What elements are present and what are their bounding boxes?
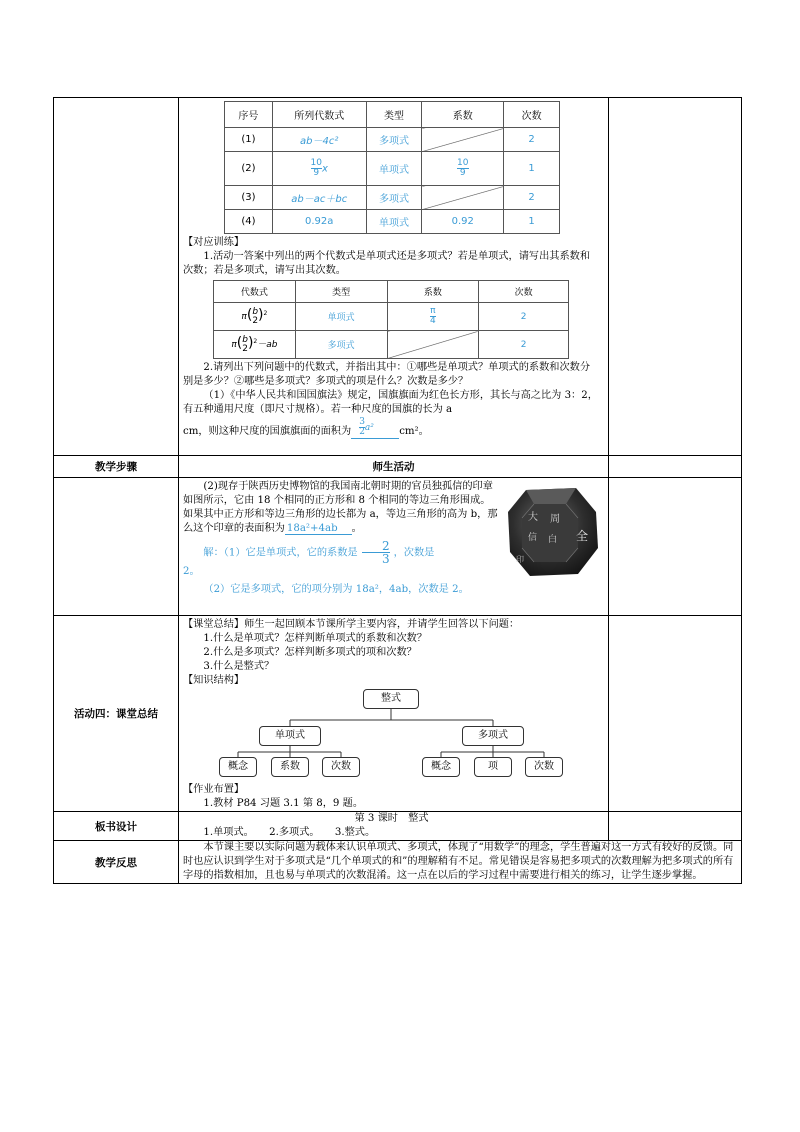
numerator: π (430, 306, 436, 316)
lesson-plan-page (53, 97, 741, 884)
surface-area-answer: 18a²+4ab (285, 523, 352, 535)
type-cell: 单项式 (366, 210, 422, 234)
seal-char: 白 (548, 535, 558, 545)
table-header-row (225, 102, 560, 128)
expression-cell: π( b 2 )$^2$ (214, 303, 296, 331)
reflection-label: 教学反思 (54, 841, 179, 884)
fraction (362, 540, 390, 565)
expression-tail: －ab (257, 340, 278, 351)
practice-q1: 1.活动一答案中列出的两个代数式是单项式还是多项式？若是单项式，请写出其系数和次数；若是多项式，请写出其次数。 (183, 251, 591, 276)
denominator: 9 (457, 168, 468, 178)
table-row (225, 152, 560, 186)
type-cell: 多项式 (366, 186, 422, 210)
tree-leaf-degree: 次数 (525, 757, 563, 777)
header-cell: 系数 (422, 102, 504, 128)
answer-tail: a² (364, 423, 374, 433)
variable: x (321, 163, 328, 175)
knowledge-structure-heading: 【知识结构】 (183, 675, 245, 686)
degree-cell: 1 (504, 152, 560, 186)
answer-prefix: cm，则这种尺度的国旗旗面的面积为 (183, 426, 352, 437)
tree-leaf-term: 项 (474, 757, 512, 777)
header-cell: 序号 (225, 102, 273, 128)
seal-char: 信 (528, 533, 538, 543)
tree-leaf-concept: 概念 (422, 757, 460, 777)
degree-cell: 2 (504, 128, 560, 152)
header-cell: 次数 (479, 281, 569, 303)
seal-char: 周 (550, 514, 560, 525)
summary-content-cell (179, 616, 609, 812)
expression-cell (272, 152, 366, 186)
empty-notes-cell (609, 98, 742, 456)
type-cell: 多项式 (366, 128, 422, 152)
practice-q2: 2.请列出下列问题中的代数式，并指出其中：①哪些是单项式？单项式的系数和次数分别是多少？②哪些是多项式？多项式的项是什么？次数是多少？ (183, 362, 591, 387)
steps-header-row (54, 456, 742, 478)
answer-suffix: cm²。 (399, 426, 429, 437)
table-row (225, 210, 560, 234)
homework-heading: 【作业布置】 (183, 784, 245, 795)
table-row (225, 186, 560, 210)
degree-cell: 2 (504, 186, 560, 210)
table-header-row (214, 281, 569, 303)
table-row (225, 128, 560, 152)
header-cell: 所列代数式 (272, 102, 366, 128)
fraction (311, 159, 322, 178)
tree-leaf-concept: 概念 (219, 757, 257, 777)
denominator: 4 (429, 316, 436, 326)
tree-root-integer-expression: 整式 (363, 689, 419, 709)
degree-cell: 2 (479, 331, 569, 359)
board-items: 1.单项式。 2.多项式。 3.整式。 (203, 827, 376, 838)
knowledge-tree (179, 688, 609, 780)
expression-cell: π( b 2 )$^2$－ab (214, 331, 296, 359)
coefficient-cell-empty (387, 331, 479, 359)
board-title: 第 3 课时 整式 (354, 813, 429, 824)
row-number: (3) (225, 186, 273, 210)
practice-q2-part1: （1）《中华人民共和国国旗法》规定，国旗旗面为红色长方形，其长与高之比为 3：2，有五种通用尺度（即尺寸规格）。若一种尺度的国旗的长为 a (183, 390, 598, 415)
summary-q2: 2.什么是多项式？怎样判断多项式的项和次数？ (203, 647, 417, 658)
expression-cell: 0.92a (272, 210, 366, 234)
empty-notes-cell (609, 478, 742, 616)
practice-table (213, 280, 569, 359)
header-cell: 类型 (366, 102, 422, 128)
header-cell: 系数 (387, 281, 479, 303)
coefficient-cell-empty (422, 128, 504, 152)
seal-question-cell (179, 478, 609, 616)
row-number: (2) (225, 152, 273, 186)
tree-leaf-degree: 次数 (322, 757, 360, 777)
type-cell: 单项式 (366, 152, 422, 186)
row-number: (1) (225, 128, 273, 152)
activity-label: 师生活动 (179, 456, 609, 478)
summary-q3: 3.什么是整式？ (203, 661, 275, 672)
header-cell: 类型 (295, 281, 387, 303)
numerator: 10 (310, 158, 322, 168)
summary-q1: 1.什么是单项式？怎样判断单项式的系数和次数？ (203, 633, 428, 644)
board-label: 板书设计 (54, 812, 179, 841)
row-number: (4) (225, 210, 273, 234)
numerator: 3 (359, 417, 365, 427)
lesson-plan-table (53, 97, 742, 884)
fraction (430, 307, 436, 326)
table-row (214, 331, 569, 359)
solution-part2: （2）它是多项式，它的项分别为 18a²，4ab，次数是 2。 (203, 584, 469, 595)
steps-label: 教学步骤 (54, 456, 179, 478)
degree-cell: 2 (479, 303, 569, 331)
type-cell: 单项式 (295, 303, 387, 331)
tree-node-polynomial: 多项式 (462, 726, 524, 746)
tree-node-monomial: 单项式 (259, 726, 321, 746)
tree-leaf-coefficient: 系数 (271, 757, 309, 777)
summary-row (54, 616, 742, 812)
empty-label-cell (54, 98, 179, 456)
reflection-row (54, 841, 742, 884)
board-content-cell (179, 812, 609, 841)
question-body: (2)现存于陕西历史博物馆的我国南北朝时期的官员独孤信的印章如图所示，它由 18 个相同的正方形和 8 个相同的等边三角形围成。如果其中正方形和等边三角形的边长都为 a，等边三角形的高为 b，那么这个印章的表面积为 (183, 481, 498, 534)
type-cell: 多项式 (295, 331, 387, 359)
solution-prefix: 解：（1）它是单项式，它的系数是 (203, 547, 358, 559)
seal-char: 大 (528, 512, 538, 523)
numerator: 2 (381, 539, 390, 553)
coefficient-cell (422, 152, 504, 186)
summary-intro: 【课堂总结】师生一起回顾本节课所学主要内容，并请学生回答以下问题： (183, 619, 520, 630)
practice-heading: 【对应训练】 (183, 237, 245, 248)
activity-continuation-row (54, 98, 742, 456)
coefficient-cell: 0.92 (422, 210, 504, 234)
empty-notes-cell (609, 456, 742, 478)
empty-label-cell (54, 478, 179, 616)
answer-blank (351, 417, 399, 439)
board-design-row (54, 812, 742, 841)
seal-char: 印 (516, 555, 524, 564)
header-cell: 代数式 (214, 281, 296, 303)
fraction (457, 159, 468, 178)
practice-q2-part1-answer-line (179, 417, 608, 455)
numerator: 10 (457, 158, 469, 168)
coefficient-cell-empty (422, 186, 504, 210)
question-end: 。 (351, 523, 362, 534)
solution-middle: ，次数是 (393, 547, 435, 559)
empty-notes-cell (609, 616, 742, 812)
denominator: 3 (362, 552, 390, 565)
empty-notes-cell (609, 812, 742, 841)
homework-text: 1.教材 P84 习题 3.1 第 8，9 题。 (203, 798, 364, 809)
denominator: 9 (311, 168, 322, 178)
reflection-content-cell (179, 841, 742, 884)
summary-label: 活动四：课堂总结 (54, 616, 179, 812)
solution-part1-end: 2。 (183, 566, 200, 577)
table-row (214, 303, 569, 331)
header-cell: 次数 (504, 102, 560, 128)
expression-cell: ab－4c² (272, 128, 366, 152)
classification-table (224, 101, 560, 234)
reflection-text: 本节课主要以实际问题为载体来认识单项式、多项式，体现了“用数学”的理念，学生普遍对这一方式有较好的反馈。同时也应认识到学生对于多项式是“几个单项式的和”的理解稍有不足。常见错误是容易把多项式的次数理解为把多项式的所有字母的指数相加，且也易与单项式的次数混淆。这一点在以后的学习过程中需要进行相关的练习，让学生逐步掌握。 (183, 842, 734, 881)
activity-content-cell (179, 98, 609, 456)
degree-cell: 1 (504, 210, 560, 234)
coefficient-cell (387, 303, 479, 331)
seal-image (504, 482, 602, 580)
seal-char: 全 (576, 529, 589, 543)
seal-question-row (54, 478, 742, 616)
expression-cell: ab－ac＋bc (272, 186, 366, 210)
denominator: 2 (359, 427, 365, 437)
